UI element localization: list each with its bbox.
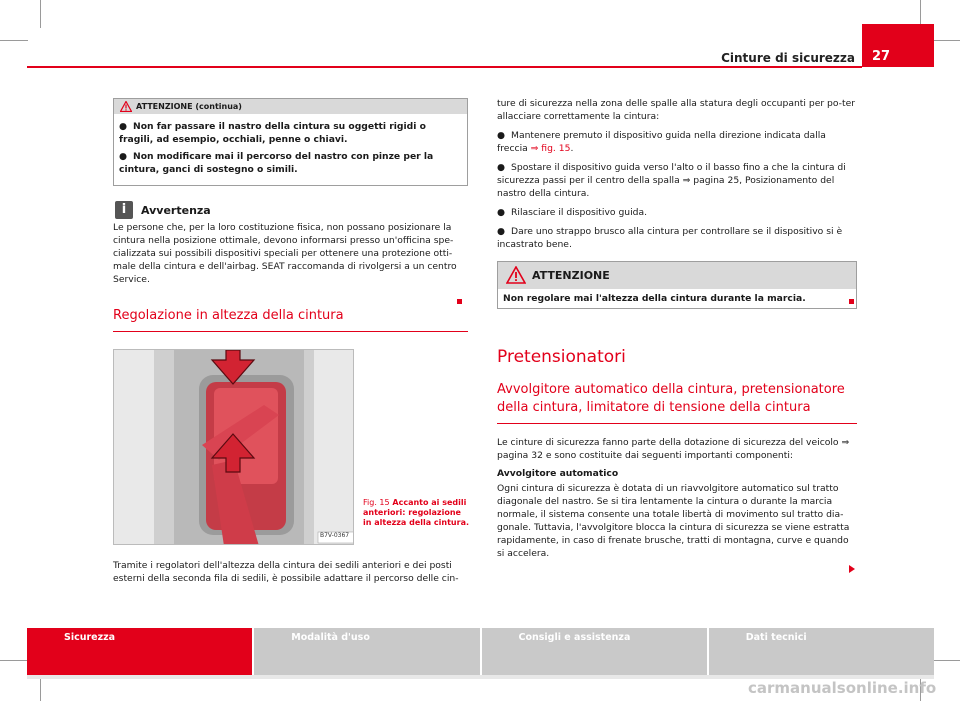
- warning-text: Non regolare mai l'altezza della cintura durante la marcia.: [503, 293, 806, 304]
- note-text: Le persone che, per la loro costituzione fisica, non possano posizionare la cintura nella posizione ottimale, devono informarsi presso un'officina spe-cializzata sui possibili dispositivi speciali per ottenere una protezione otti-male della cintura e dell'airbag. SEAT raccomanda di rivolgersi a un centro Service.: [113, 222, 457, 285]
- page-number-badge: 27: [862, 24, 934, 67]
- section-end-mark: [457, 299, 462, 304]
- crop-mark: [0, 40, 28, 41]
- steps-list: [497, 129, 857, 251]
- continuation-text: ture di sicurezza nella zona delle spalle alla statura degli occupanti per po-ter allacciare correttamente la cintura:: [497, 98, 856, 122]
- watermark: carmanualsonline.info: [748, 679, 937, 697]
- warning-continued-header: [114, 99, 467, 114]
- warning-heading: ATTENZIONE: [532, 269, 610, 282]
- page-header-title: Cinture di sicurezza: [721, 51, 855, 65]
- crop-mark: [0, 660, 28, 661]
- figure-caption: [363, 498, 469, 528]
- figure-link[interactable]: ⇒ fig. 15: [530, 143, 571, 154]
- crop-mark: [932, 40, 960, 41]
- figure-15: [113, 349, 468, 545]
- tab-dati-tecnici[interactable]: Dati tecnici: [709, 628, 934, 675]
- belt-height-adjuster-illustration: [113, 349, 354, 545]
- header-rule: [27, 66, 862, 68]
- warning-end-mark: [849, 299, 854, 304]
- figure-caption-number: Fig. 15: [363, 498, 390, 507]
- retractor-text: Ogni cintura di sicurezza è dotata di un riavvolgitore automatico sul tratto diagonale del nastro. Se si tira lentamente la cintura o durante la marcia normale, il sistema consente una totale libertà di movimento sul tratto dia-gonale. Tuttavia, l'avvolgitore blocca la cintura di sicurezza se viene estratta rapidamente, in caso di frenate brusche, tratti di montagna, curve e quando si accelera.: [497, 483, 850, 559]
- list-item: ● Non modificare mai il percorso del nastro con pinze per la cintura, ganci di sostegno o simili.: [119, 151, 434, 175]
- footer-tabs: [27, 628, 934, 675]
- tab-consigli-assistenza[interactable]: Consigli e assistenza: [482, 628, 707, 675]
- list-item: ● Spostare il dispositivo guida verso l'alto o il basso fino a che la cintura di sicurezza passi per il centro della spalla ⇒ pagina 25, Posizionamento del nastro della cintura.: [497, 162, 846, 199]
- retractor-heading: Avvolgitore automatico: [497, 468, 619, 479]
- info-icon: i: [115, 201, 133, 219]
- figure-code: B7V-0367: [320, 532, 350, 539]
- list-item: ● Non far passare il nastro della cintura su oggetti rigidi o fragili, ad esempio, occhiali, penne o chiavi.: [119, 121, 426, 145]
- list-item: ● Dare uno strappo brusco alla cintura per controllare se il dispositivo si è incastrato bene.: [497, 226, 843, 250]
- subsection-intro: Le cinture di sicurezza fanno parte della dotazione di sicurezza del veicolo ⇒ pagina 32 e sono costituite dai seguenti importanti componenti:: [497, 437, 850, 461]
- warning-triangle-icon: [506, 266, 526, 287]
- chapter-title: Pretensionatori: [497, 347, 626, 367]
- tab-sicurezza[interactable]: Sicurezza: [27, 628, 252, 675]
- list-item: ● Rilasciare il dispositivo guida.: [497, 207, 648, 218]
- subsection-title: Avvolgitore automatico della cintura, pretensionatore della cintura, limitatore di tensione della cintura: [497, 381, 857, 424]
- section-title: Regolazione in altezza della cintura: [113, 308, 468, 332]
- warning-box: [497, 261, 857, 309]
- list-item: ● Mantenere premuto il dispositivo guida nella direzione indicata dalla freccia ⇒ fig. 15.: [497, 130, 826, 154]
- warning-header: [498, 262, 856, 289]
- warning-continued-box: [113, 98, 468, 186]
- tab-modalita-uso[interactable]: Modalità d'uso: [254, 628, 479, 675]
- right-column: [497, 97, 857, 566]
- warning-triangle-icon: [120, 101, 132, 114]
- left-column: [113, 98, 468, 585]
- figure-caption-text: Accanto ai sedili anteriori: regolazione in altezza della cintura.: [363, 498, 470, 527]
- note-heading: Avvertenza: [141, 203, 211, 217]
- continue-arrow-icon: [849, 565, 855, 573]
- note-header: [113, 201, 468, 219]
- warning-continued-heading: ATTENZIONE (continua): [136, 102, 242, 111]
- warning-continued-body: [114, 114, 467, 185]
- crop-mark: [40, 0, 41, 28]
- crop-mark: [932, 660, 960, 661]
- section-intro-text: Tramite i regolatori dell'altezza della cintura dei sedili anteriori e dei posti esterni della seconda fila di sedili, è possibile adattare il percorso delle cin-: [113, 560, 459, 584]
